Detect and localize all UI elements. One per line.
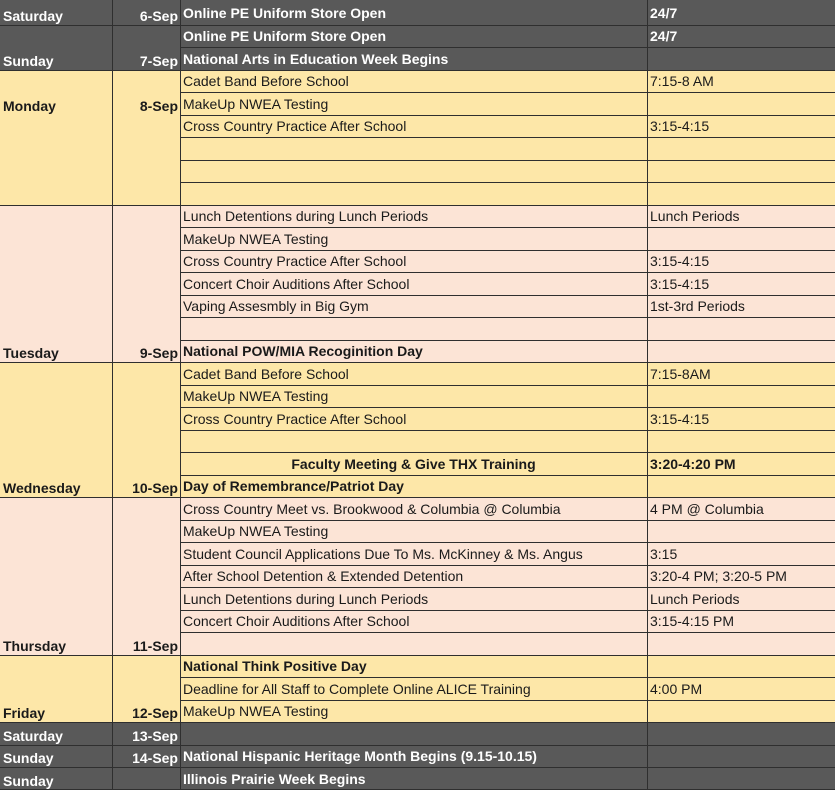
day-label: Sunday <box>3 773 54 789</box>
row-gridline <box>180 160 835 161</box>
time-cell: 7:15-8AM <box>647 362 835 385</box>
date-label <box>112 767 180 790</box>
row-gridline <box>180 272 835 273</box>
row-gridline <box>180 520 835 521</box>
event-cell: MakeUp NWEA Testing <box>180 227 647 250</box>
day-label: Monday <box>3 98 56 114</box>
row-gridline <box>180 632 835 633</box>
time-cell <box>647 722 835 745</box>
time-cell: 3:15-4:15 PM <box>647 610 835 632</box>
date-label: 6-Sep <box>139 8 178 24</box>
day-label: Tuesday <box>3 345 59 361</box>
block-gridline <box>0 70 835 71</box>
time-cell <box>647 767 835 790</box>
time-cell: 24/7 <box>647 0 835 25</box>
time-cell: 3:15-4:15 <box>647 115 835 137</box>
date-label: 13-Sep <box>132 728 178 744</box>
row-gridline <box>180 317 835 318</box>
event-cell <box>180 722 647 745</box>
event-cell: National POW/MIA Recoginition Day <box>180 340 647 362</box>
event-cell <box>180 182 647 205</box>
row-gridline <box>180 700 835 701</box>
event-cell: Lunch Detentions during Lunch Periods <box>180 205 647 227</box>
time-cell <box>647 520 835 542</box>
row-gridline <box>180 115 835 116</box>
block-gridline <box>0 655 835 656</box>
time-cell <box>647 745 835 767</box>
row-gridline <box>180 610 835 611</box>
date-label: 14-Sep <box>132 750 178 766</box>
time-cell <box>647 182 835 205</box>
row-gridline <box>180 340 835 341</box>
event-cell: Concert Choir Auditions After School <box>180 610 647 632</box>
event-cell: Cadet Band Before School <box>180 362 647 385</box>
row-gridline <box>180 47 835 48</box>
column-gridline <box>112 0 113 790</box>
time-cell <box>647 92 835 115</box>
day-block <box>0 205 112 362</box>
date-label: 9-Sep <box>139 345 178 361</box>
time-cell: 3:15-4:15 <box>647 272 835 295</box>
day-label: Friday <box>3 705 46 721</box>
row-gridline <box>180 182 835 183</box>
block-gridline <box>0 205 835 206</box>
date-label: 8-Sep <box>139 98 178 114</box>
time-cell: 3:15 <box>647 542 835 565</box>
time-cell <box>647 340 835 362</box>
row-gridline <box>180 407 835 408</box>
time-cell: Lunch Periods <box>647 587 835 610</box>
column-gridline <box>180 0 181 790</box>
row-gridline <box>180 137 835 138</box>
day-label: Sunday <box>3 53 54 69</box>
event-cell <box>180 430 647 452</box>
block-gridline <box>0 767 835 768</box>
time-cell <box>647 227 835 250</box>
time-cell <box>647 430 835 452</box>
event-cell: MakeUp NWEA Testing <box>180 385 647 407</box>
block-gridline <box>0 497 835 498</box>
event-cell <box>180 632 647 655</box>
event-cell: Faculty Meeting & Give THX Training <box>180 452 647 475</box>
block-gridline <box>0 745 835 746</box>
event-cell: Online PE Uniform Store Open <box>180 0 647 25</box>
block-gridline <box>0 722 835 723</box>
event-cell: Cross Country Practice After School <box>180 407 647 430</box>
date-block <box>112 70 180 205</box>
time-cell: Lunch Periods <box>647 205 835 227</box>
event-cell: Concert Choir Auditions After School <box>180 272 647 295</box>
time-cell <box>647 475 835 497</box>
row-gridline <box>180 250 835 251</box>
event-cell: After School Detention & Extended Detention <box>180 565 647 587</box>
event-cell: Cross Country Practice After School <box>180 115 647 137</box>
event-cell: Cross Country Meet vs. Brookwood & Columbia @ Columbia <box>180 497 647 520</box>
block-gridline <box>0 362 835 363</box>
event-cell: Day of Remembrance/Patriot Day <box>180 475 647 497</box>
day-label: Thursday <box>3 638 67 654</box>
time-cell <box>647 385 835 407</box>
event-cell: Vaping Assesmbly in Big Gym <box>180 295 647 317</box>
row-gridline <box>180 295 835 296</box>
time-cell <box>647 632 835 655</box>
day-label: Saturday <box>3 728 63 744</box>
row-gridline <box>180 565 835 566</box>
date-label: 7-Sep <box>139 53 178 69</box>
time-cell <box>647 317 835 340</box>
event-cell: National Hispanic Heritage Month Begins (9.15-10.15) <box>180 745 647 767</box>
row-gridline <box>180 430 835 431</box>
row-gridline <box>180 452 835 453</box>
time-cell: 3:20-4 PM; 3:20-5 PM <box>647 565 835 587</box>
date-label: 12-Sep <box>132 705 178 721</box>
time-cell: 24/7 <box>647 25 835 47</box>
time-cell: 3:15-4:15 <box>647 407 835 430</box>
event-cell: Deadline for All Staff to Complete Online ALICE Training <box>180 677 647 700</box>
event-cell: Cross Country Practice After School <box>180 250 647 272</box>
time-cell: 4 PM @ Columbia <box>647 497 835 520</box>
event-cell: Student Council Applications Due To Ms. McKinney & Ms. Angus <box>180 542 647 565</box>
date-block <box>112 205 180 362</box>
event-cell: Lunch Detentions during Lunch Periods <box>180 587 647 610</box>
date-label: 10-Sep <box>132 480 178 496</box>
time-cell <box>647 47 835 70</box>
time-cell <box>647 137 835 160</box>
event-cell: Illinois Prairie Week Begins <box>180 767 647 790</box>
time-cell <box>647 700 835 722</box>
day-label: Wednesday <box>3 480 81 496</box>
row-gridline <box>180 227 835 228</box>
row-gridline <box>180 587 835 588</box>
row-gridline <box>180 475 835 476</box>
event-cell: National Arts in Education Week Begins <box>180 47 647 70</box>
day-label: Sunday <box>3 750 54 766</box>
event-cell <box>180 317 647 340</box>
event-cell: Cadet Band Before School <box>180 70 647 92</box>
row-gridline <box>180 677 835 678</box>
block-gridline <box>0 25 835 26</box>
event-cell: MakeUp NWEA Testing <box>180 92 647 115</box>
date-label: 11-Sep <box>132 638 178 654</box>
time-cell <box>647 655 835 677</box>
time-cell: 3:15-4:15 <box>647 250 835 272</box>
time-cell: 4:00 PM <box>647 677 835 700</box>
day-label: Saturday <box>3 8 63 24</box>
event-cell: National Think Positive Day <box>180 655 647 677</box>
event-cell <box>180 137 647 160</box>
row-gridline <box>180 542 835 543</box>
time-cell: 1st-3rd Periods <box>647 295 835 317</box>
event-cell <box>180 160 647 182</box>
time-cell <box>647 160 835 182</box>
event-cell: Online PE Uniform Store Open <box>180 25 647 47</box>
time-cell: 7:15-8 AM <box>647 70 835 92</box>
day-block <box>0 70 112 205</box>
event-cell: MakeUp NWEA Testing <box>180 520 647 542</box>
event-cell: MakeUp NWEA Testing <box>180 700 647 722</box>
column-gridline <box>647 0 648 790</box>
time-cell: 3:20-4:20 PM <box>647 452 835 475</box>
row-gridline <box>180 92 835 93</box>
row-gridline <box>180 385 835 386</box>
